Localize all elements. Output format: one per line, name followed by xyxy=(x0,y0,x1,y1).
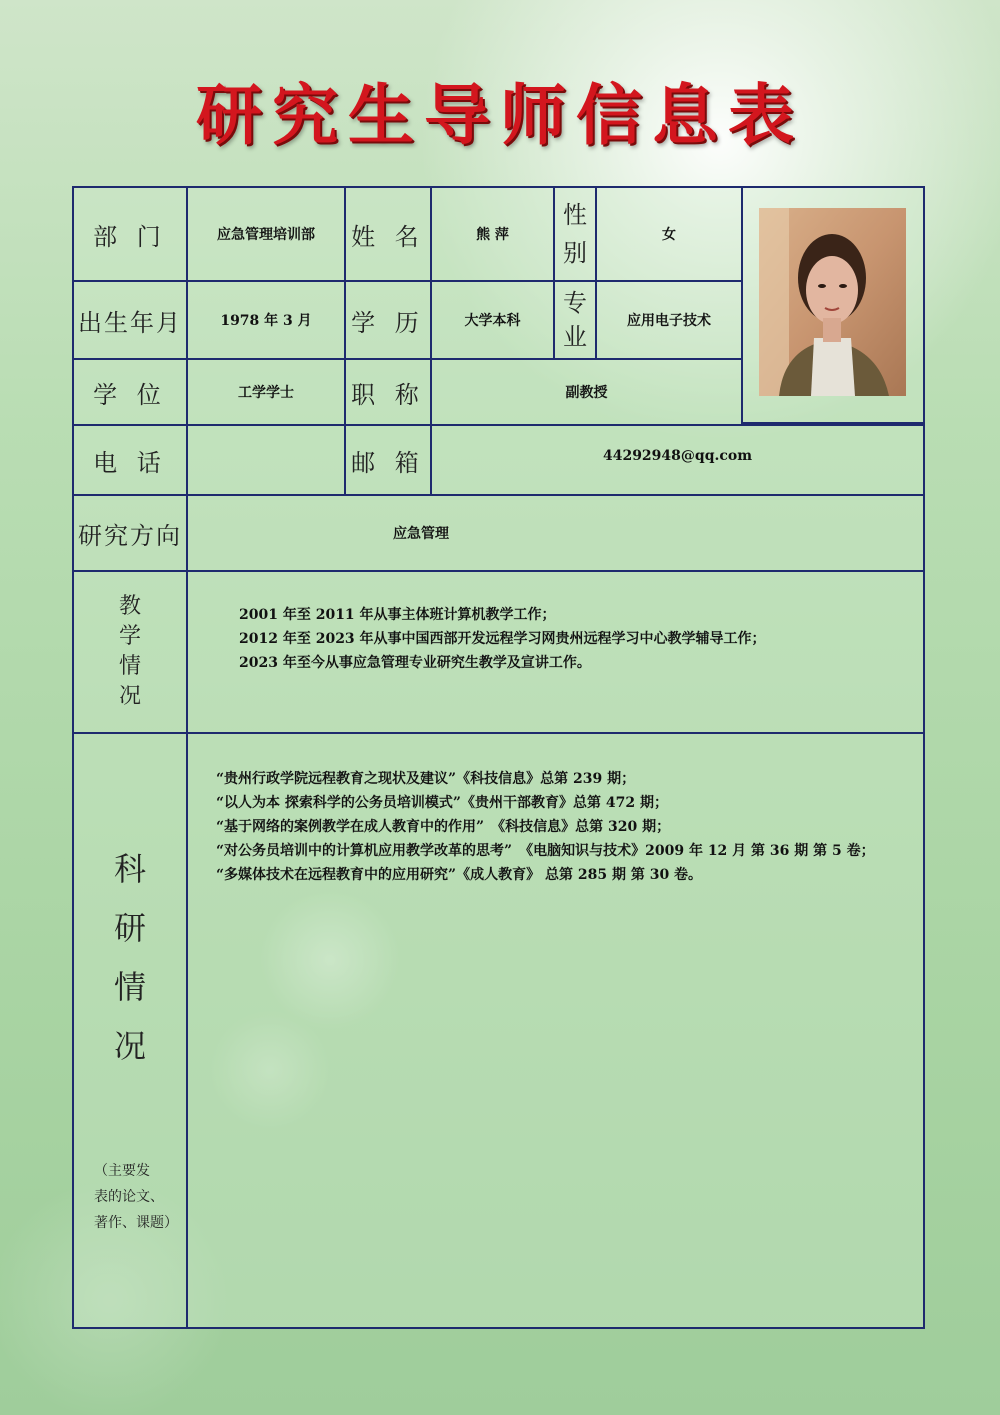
page-title: 研究生导师信息表 xyxy=(196,77,804,154)
teaching-label xyxy=(72,570,188,734)
teaching-label-char-4: 况 xyxy=(118,684,141,709)
phone-label: 电 话 xyxy=(72,424,188,496)
name-value: 熊 萍 xyxy=(430,186,555,282)
phone-value xyxy=(186,424,346,496)
gender-label-char-1: 性 xyxy=(563,201,587,229)
rank-label: 职 称 xyxy=(344,358,432,426)
research-line: “贵州行政学院远程教育之现状及建议”《科技信息》总第 239 期； xyxy=(216,771,636,787)
scientific-note-line: （主要发 xyxy=(94,1163,150,1179)
teaching-line: 2001 年至 2011 年从事主体班计算机教学工作； xyxy=(239,607,556,623)
major-value: 应用电子技术 xyxy=(595,280,743,360)
scientific-label xyxy=(114,840,146,1076)
department-label: 部 门 xyxy=(72,186,188,282)
scientific-label-char-1: 科 xyxy=(113,850,146,888)
scientific-label-char-4: 况 xyxy=(113,1027,146,1065)
major-label-char-1: 专 xyxy=(563,289,587,317)
email-value: 44292948@qq.com xyxy=(430,424,925,496)
teaching-label-char-1: 教 xyxy=(118,594,141,619)
rank-value: 副教授 xyxy=(430,358,743,426)
portrait-photo xyxy=(759,208,906,396)
gender-label xyxy=(553,186,597,282)
scientific-content xyxy=(186,732,925,1329)
major-label xyxy=(553,280,597,360)
email-label: 邮 箱 xyxy=(344,424,432,496)
teaching-label-char-3: 情 xyxy=(118,654,141,679)
gender-label-char-2: 别 xyxy=(563,239,587,267)
scientific-label-char-2: 研 xyxy=(113,909,146,947)
education-value: 大学本科 xyxy=(430,280,555,360)
birth-label: 出生年月 xyxy=(72,280,188,360)
degree-value: 工学学士 xyxy=(186,358,346,426)
department-value: 应急管理培训部 xyxy=(186,186,346,282)
teaching-line: 2023 年至今从事应急管理专业研究生教学及宣讲工作。 xyxy=(239,655,591,671)
name-label: 姓 名 xyxy=(344,186,432,282)
birth-value: 1978 年 3 月 xyxy=(186,280,346,360)
scientific-label-cell xyxy=(72,732,188,1329)
research-direction-value: 应急管理 xyxy=(186,494,925,572)
scientific-label-char-3: 情 xyxy=(113,968,146,1006)
research-line: “多媒体技术在远程教育中的应用研究”《成人教育》 总第 285 期 第 30 卷。 xyxy=(216,867,703,883)
research-direction-label: 研究方向 xyxy=(72,494,188,572)
gender-value: 女 xyxy=(595,186,743,282)
scientific-note-line: 著作、课题） xyxy=(94,1215,178,1231)
education-label: 学 历 xyxy=(344,280,432,360)
research-line: “基于网络的案例教学在成人教育中的作用” 《科技信息》总第 320 期； xyxy=(216,819,671,835)
scientific-note-line: 表的论文、 xyxy=(94,1189,164,1205)
research-line: “以人为本 探索科学的公务员培训模式”《贵州干部教育》总第 472 期； xyxy=(216,795,668,811)
teaching-label-char-2: 学 xyxy=(118,624,141,649)
teaching-content xyxy=(186,570,925,734)
major-label-char-2: 业 xyxy=(563,323,587,351)
research-line: “对公务员培训中的计算机应用教学改革的思考” 《电脑知识与技术》2009 年 12 月 第 36 期 第 5 卷； xyxy=(216,843,875,859)
teaching-line: 2012 年至 2023 年从事中国西部开发远程学习网贵州远程学习中心教学辅导工作； xyxy=(239,631,766,647)
degree-label: 学 位 xyxy=(72,358,188,426)
scientific-note xyxy=(74,1158,178,1236)
